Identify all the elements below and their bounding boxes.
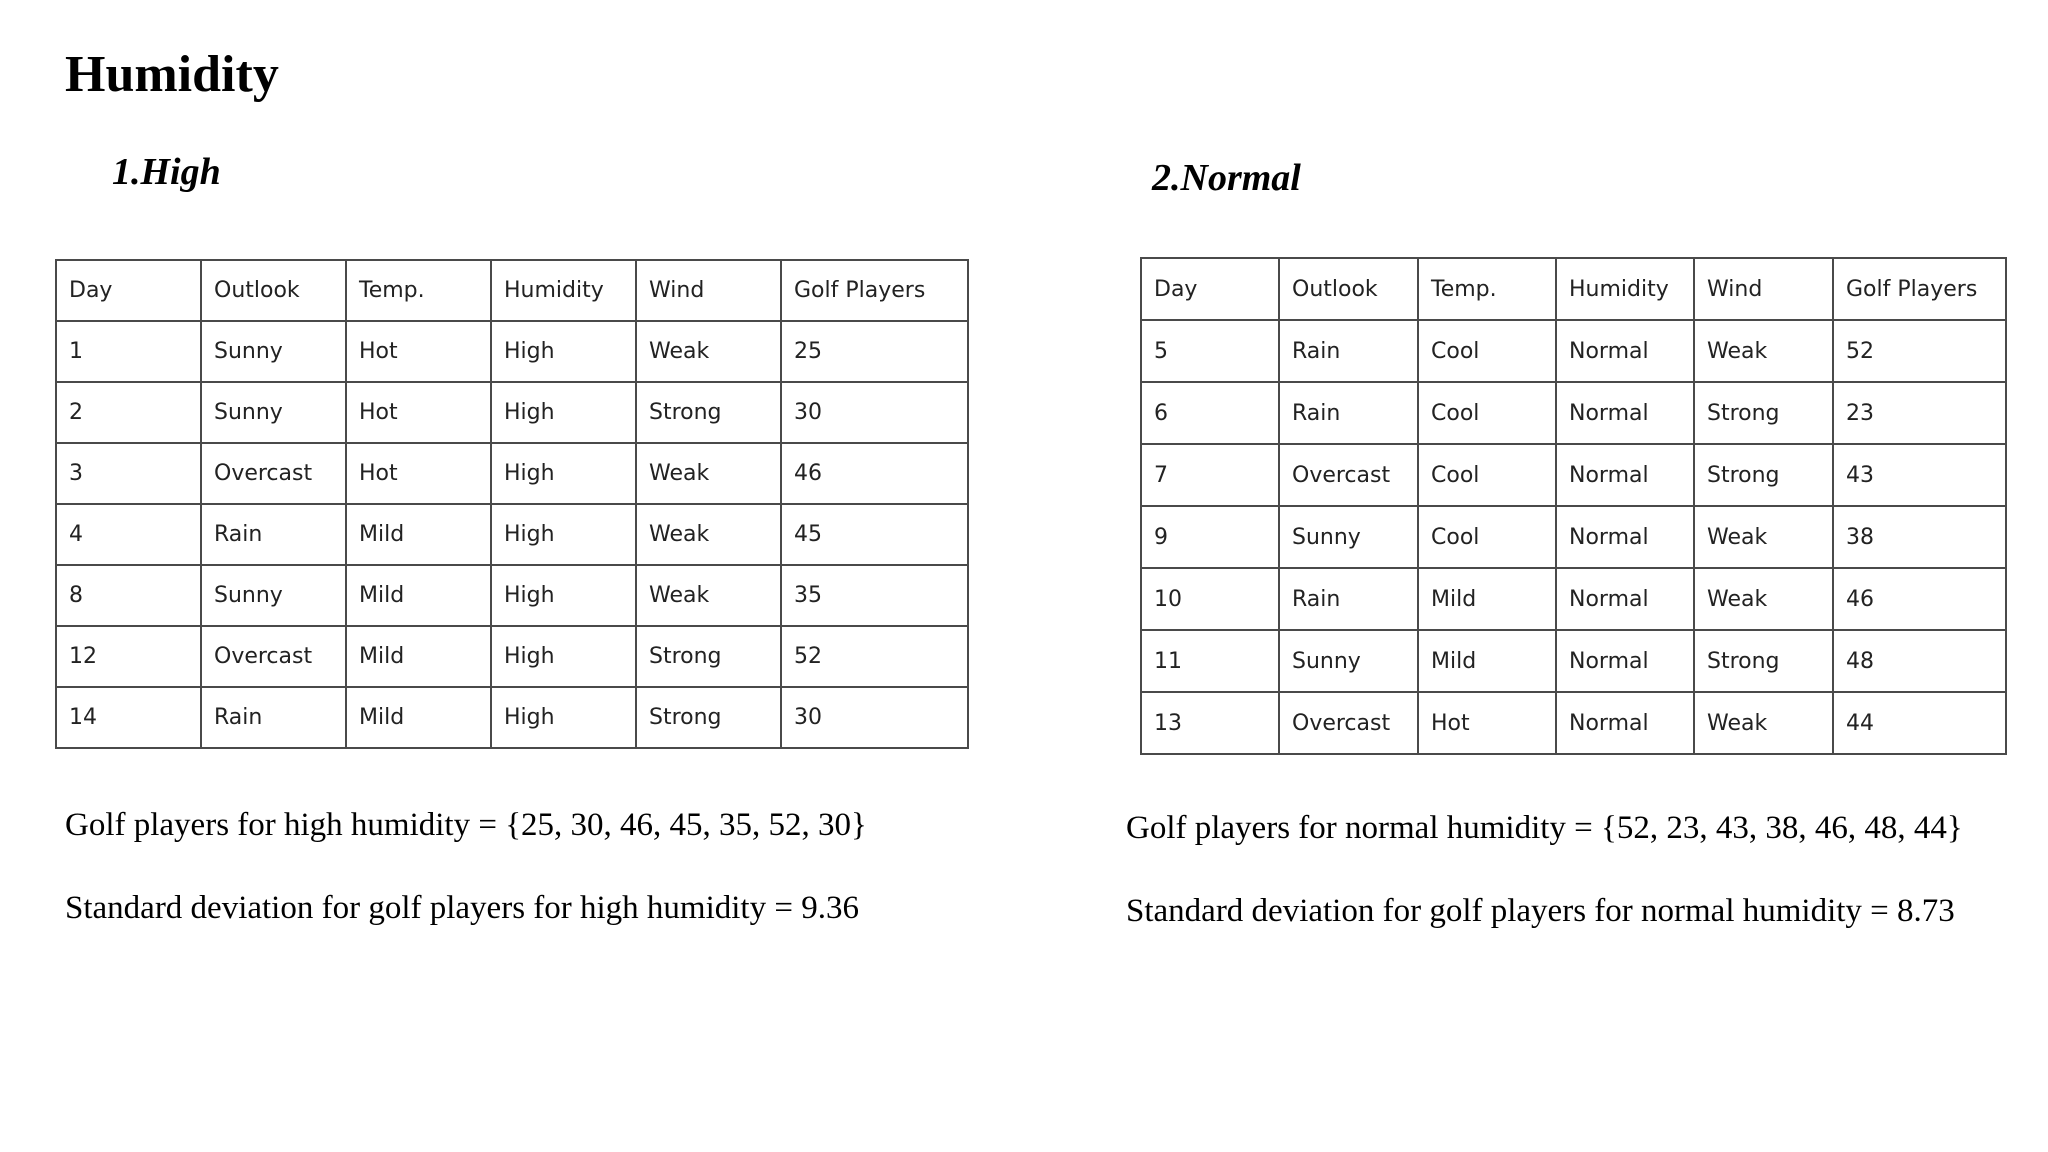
table-cell: Normal <box>1556 630 1694 692</box>
table-cell: 6 <box>1141 382 1279 444</box>
table-cell: Rain <box>1279 382 1418 444</box>
table-row <box>1141 692 2006 754</box>
table-cell: 8 <box>56 565 201 626</box>
high-table-header-row <box>56 260 968 321</box>
table-cell: Hot <box>346 443 491 504</box>
table-cell: Rain <box>1279 568 1418 630</box>
table-row <box>1141 506 2006 568</box>
table-cell: 45 <box>781 504 968 565</box>
table-cell: High <box>491 382 636 443</box>
table-cell: Normal <box>1556 506 1694 568</box>
high-humidity-table <box>55 259 969 749</box>
page-title: Humidity <box>65 46 279 103</box>
table-cell: 46 <box>1833 568 2006 630</box>
table-cell: Hot <box>346 382 491 443</box>
column-header: Golf Players <box>1833 258 2006 320</box>
table-cell: 43 <box>1833 444 2006 506</box>
table-cell: Hot <box>1418 692 1556 754</box>
table-cell: 23 <box>1833 382 2006 444</box>
table-cell: Cool <box>1418 320 1556 382</box>
table-row <box>1141 630 2006 692</box>
table-cell: 46 <box>781 443 968 504</box>
table-cell: Normal <box>1556 444 1694 506</box>
table-row <box>1141 382 2006 444</box>
table-cell: 48 <box>1833 630 2006 692</box>
table-row <box>1141 444 2006 506</box>
column-header: Outlook <box>1279 258 1418 320</box>
table-cell: Mild <box>346 565 491 626</box>
table-cell: Mild <box>346 687 491 748</box>
table-cell: Normal <box>1556 568 1694 630</box>
table-cell: Strong <box>1694 444 1833 506</box>
normal-humidity-players-list: Golf players for normal humidity = {52, 23, 43, 38, 46, 48, 44} <box>1126 810 1963 846</box>
table-row <box>56 443 968 504</box>
table-cell: High <box>491 626 636 687</box>
table-cell: Strong <box>636 626 781 687</box>
table-cell: Normal <box>1556 320 1694 382</box>
table-cell: Cool <box>1418 506 1556 568</box>
table-cell: Overcast <box>1279 444 1418 506</box>
table-cell: Strong <box>1694 382 1833 444</box>
table-row <box>56 687 968 748</box>
table-row <box>56 382 968 443</box>
section-title-normal: 2.Normal <box>1152 157 1301 199</box>
table-row <box>56 626 968 687</box>
column-header: Outlook <box>201 260 346 321</box>
table-cell: 9 <box>1141 506 1279 568</box>
column-header: Day <box>56 260 201 321</box>
table-cell: Weak <box>1694 692 1833 754</box>
column-header: Humidity <box>1556 258 1694 320</box>
table-cell: Hot <box>346 321 491 382</box>
table-cell: 30 <box>781 687 968 748</box>
table-cell: Mild <box>346 626 491 687</box>
table-cell: High <box>491 504 636 565</box>
column-header: Wind <box>1694 258 1833 320</box>
table-cell: 4 <box>56 504 201 565</box>
table-cell: Weak <box>1694 320 1833 382</box>
table-cell: Sunny <box>1279 506 1418 568</box>
table-cell: 12 <box>56 626 201 687</box>
table-row <box>56 504 968 565</box>
table-cell: 2 <box>56 382 201 443</box>
table-cell: Weak <box>636 504 781 565</box>
table-cell: 5 <box>1141 320 1279 382</box>
table-cell: 1 <box>56 321 201 382</box>
table-cell: Sunny <box>201 565 346 626</box>
table-cell: Sunny <box>201 321 346 382</box>
table-cell: Weak <box>1694 506 1833 568</box>
table-cell: Overcast <box>1279 692 1418 754</box>
table-cell: 52 <box>781 626 968 687</box>
table-cell: Mild <box>1418 630 1556 692</box>
table-cell: Rain <box>1279 320 1418 382</box>
table-cell: Rain <box>201 687 346 748</box>
table-cell: Normal <box>1556 382 1694 444</box>
table-cell: Normal <box>1556 692 1694 754</box>
column-header: Day <box>1141 258 1279 320</box>
table-cell: Strong <box>636 687 781 748</box>
table-cell: Overcast <box>201 626 346 687</box>
table-cell: Cool <box>1418 382 1556 444</box>
table-cell: Sunny <box>1279 630 1418 692</box>
table-cell: 52 <box>1833 320 2006 382</box>
high-humidity-players-list: Golf players for high humidity = {25, 30, 46, 45, 35, 52, 30} <box>65 807 867 843</box>
normal-table-header-row <box>1141 258 2006 320</box>
table-cell: High <box>491 443 636 504</box>
column-header: Golf Players <box>781 260 968 321</box>
table-cell: Strong <box>636 382 781 443</box>
table-cell: Weak <box>636 321 781 382</box>
table-cell: 25 <box>781 321 968 382</box>
table-cell: High <box>491 321 636 382</box>
table-row <box>56 565 968 626</box>
column-header: Humidity <box>491 260 636 321</box>
column-header: Wind <box>636 260 781 321</box>
table-cell: 44 <box>1833 692 2006 754</box>
table-cell: Overcast <box>201 443 346 504</box>
table-cell: Sunny <box>201 382 346 443</box>
table-cell: 38 <box>1833 506 2006 568</box>
table-cell: Weak <box>636 443 781 504</box>
table-cell: 30 <box>781 382 968 443</box>
normal-humidity-table <box>1140 257 2007 755</box>
table-row <box>1141 320 2006 382</box>
table-cell: 10 <box>1141 568 1279 630</box>
normal-humidity-standard-deviation: Standard deviation for golf players for normal humidity = 8.73 <box>1126 893 1955 929</box>
column-header: Temp. <box>346 260 491 321</box>
section-title-high: 1.High <box>112 151 221 193</box>
table-cell: 11 <box>1141 630 1279 692</box>
table-cell: 13 <box>1141 692 1279 754</box>
column-header: Temp. <box>1418 258 1556 320</box>
table-cell: Cool <box>1418 444 1556 506</box>
table-cell: Mild <box>1418 568 1556 630</box>
table-cell: Rain <box>201 504 346 565</box>
table-cell: 14 <box>56 687 201 748</box>
table-row <box>56 321 968 382</box>
table-cell: Strong <box>1694 630 1833 692</box>
table-cell: 7 <box>1141 444 1279 506</box>
table-cell: Weak <box>1694 568 1833 630</box>
table-cell: 35 <box>781 565 968 626</box>
high-humidity-standard-deviation: Standard deviation for golf players for high humidity = 9.36 <box>65 890 859 926</box>
table-cell: Mild <box>346 504 491 565</box>
table-cell: Weak <box>636 565 781 626</box>
table-cell: High <box>491 687 636 748</box>
table-row <box>1141 568 2006 630</box>
table-cell: High <box>491 565 636 626</box>
table-cell: 3 <box>56 443 201 504</box>
